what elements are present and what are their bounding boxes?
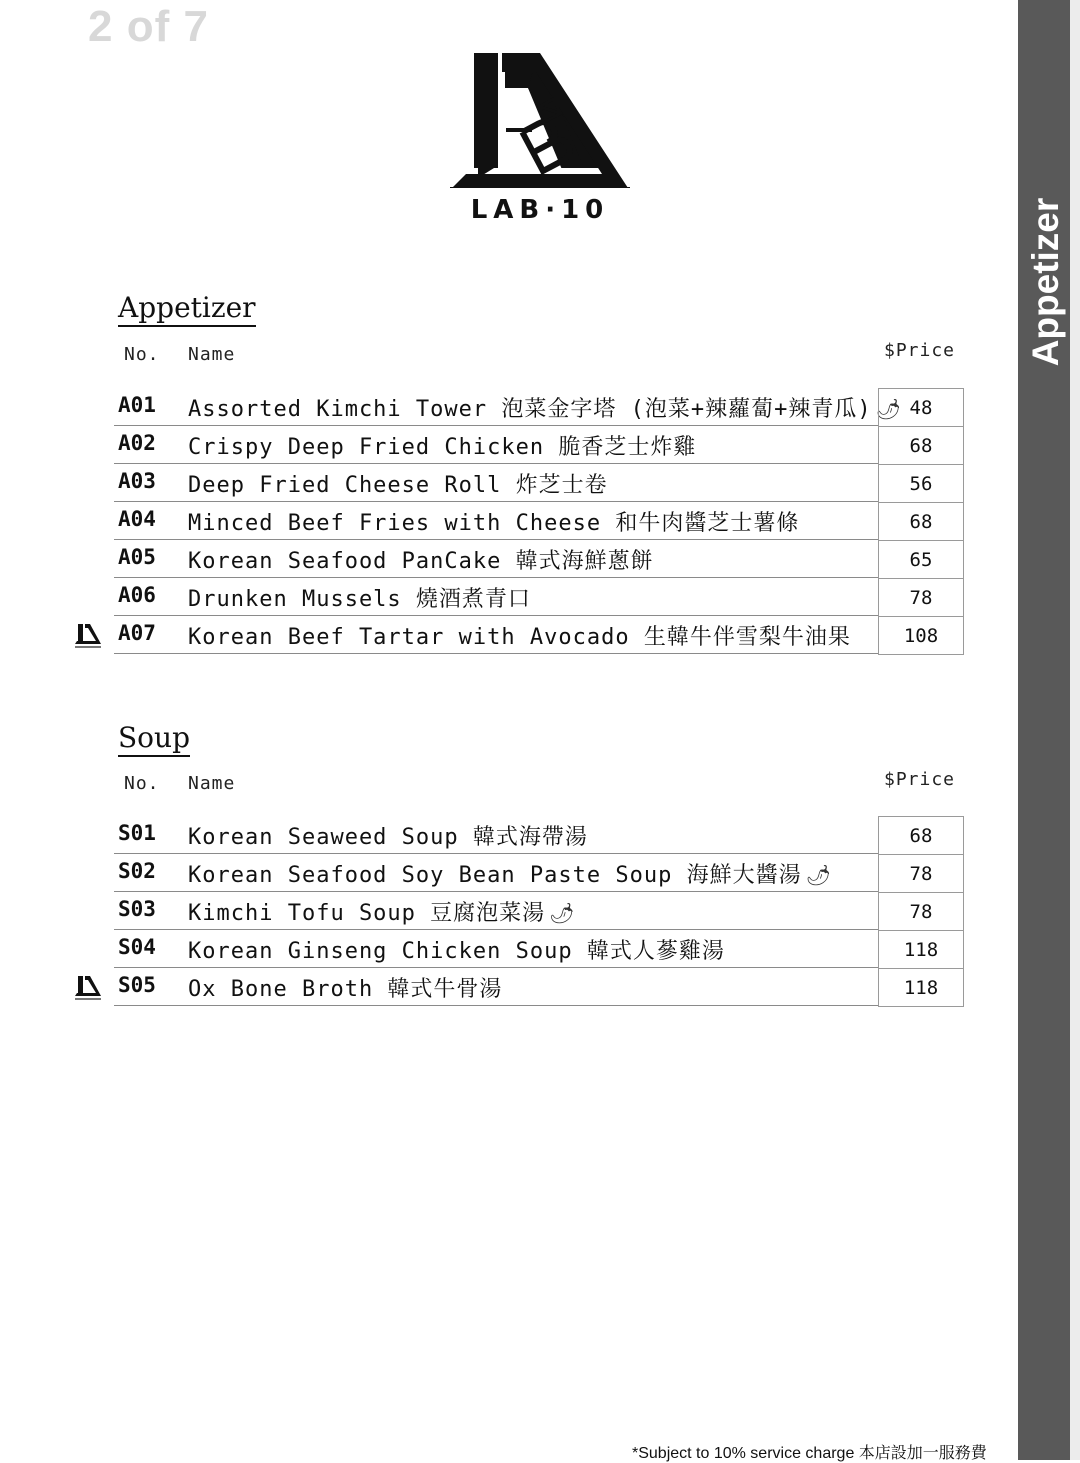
item-code: A07	[118, 621, 156, 645]
section-title-appetizer: Appetizer	[118, 292, 256, 327]
item-price: 78	[879, 893, 963, 931]
item-name: Ox Bone Broth 韓式牛骨湯	[188, 977, 503, 1002]
page-edge	[1070, 0, 1080, 1460]
item-code: A06	[118, 583, 156, 607]
row-divider	[114, 1005, 878, 1006]
item-code: A04	[118, 507, 156, 531]
menu-item-row	[114, 968, 878, 1006]
item-name: Korean Seafood Soy Bean Paste Soup 海鮮大醬湯 🌶	[188, 863, 832, 888]
column-header-price: $Price	[884, 340, 956, 361]
chili-icon: 🌶	[805, 863, 832, 887]
item-name: Drunken Mussels 燒酒煮青口	[188, 587, 531, 612]
item-price: 68	[879, 503, 963, 541]
menu-item-row	[114, 578, 878, 616]
item-name: Korean Ginseng Chicken Soup 韓式人蔘雞湯	[188, 939, 725, 964]
column-header-price: $Price	[884, 769, 956, 790]
item-code: S05	[118, 973, 156, 997]
item-price: 48	[879, 389, 963, 427]
item-code: A05	[118, 545, 156, 569]
item-code: A01	[118, 393, 156, 417]
column-header-no: No.	[124, 773, 160, 794]
item-price: 78	[879, 855, 963, 893]
column-header-no: No.	[124, 344, 160, 365]
menu-item-row	[114, 816, 878, 854]
lab10-signature-icon	[74, 974, 102, 1002]
item-code: A03	[118, 469, 156, 493]
item-price: 68	[879, 427, 963, 465]
item-name: Crispy Deep Fried Chicken 脆香芝士炸雞	[188, 435, 697, 460]
item-code: S03	[118, 897, 156, 921]
item-name: Kimchi Tofu Soup 豆腐泡菜湯 🌶	[188, 901, 576, 926]
item-price: 56	[879, 465, 963, 503]
item-code: S01	[118, 821, 156, 845]
item-code: S02	[118, 859, 156, 883]
column-header-name: Name	[188, 773, 236, 794]
column-header-name: Name	[188, 344, 236, 365]
menu-item-row	[114, 616, 878, 654]
appetizer-price-column	[875, 388, 964, 655]
menu-item-row	[114, 426, 878, 464]
menu-item-row	[114, 930, 878, 968]
lab10-signature-icon	[74, 622, 102, 650]
item-name: Deep Fried Cheese Roll 炸芝士卷	[188, 473, 608, 498]
item-name: Assorted Kimchi Tower 泡菜金字塔 (泡菜+辣蘿蔔+辣青瓜) 🌶	[188, 397, 903, 422]
service-charge-note: *Subject to 10% service charge 本店設加一服務費	[632, 1445, 987, 1462]
soup-price-column	[878, 816, 964, 1007]
menu-item-row	[114, 388, 903, 426]
side-tab-label: Appetizer	[1025, 197, 1066, 367]
menu-item-row	[114, 854, 878, 892]
item-name: Korean Seaweed Soup 韓式海帶湯	[188, 825, 588, 850]
item-price: 78	[879, 579, 963, 617]
item-name: Korean Beef Tartar with Avocado 生韓牛伴雪梨牛油果	[188, 625, 851, 650]
item-code: S04	[118, 935, 156, 959]
item-price: 108	[903, 625, 939, 647]
menu-item-row	[114, 464, 878, 502]
lab10-logo	[450, 50, 630, 222]
section-title-soup: Soup	[118, 722, 190, 757]
logo-wordmark: LAB·10	[470, 195, 610, 222]
menu-item-row	[114, 540, 878, 578]
page-indicator: 2 of 7	[88, 2, 209, 51]
item-name: Korean Seafood PanCake 韓式海鮮蔥餅	[188, 549, 654, 574]
item-price: 68	[879, 817, 963, 855]
item-code: A02	[118, 431, 156, 455]
row-divider	[114, 653, 878, 654]
item-price: 65	[879, 541, 963, 579]
menu-item-row	[114, 892, 878, 930]
item-price: 118	[879, 931, 963, 969]
menu-item-row	[114, 502, 878, 540]
item-price: 118	[903, 977, 939, 999]
chili-icon: 🌶	[875, 397, 903, 421]
chili-icon: 🌶	[549, 901, 576, 925]
item-name: Minced Beef Fries with Cheese 和牛肉醬芝士薯條	[188, 511, 800, 536]
